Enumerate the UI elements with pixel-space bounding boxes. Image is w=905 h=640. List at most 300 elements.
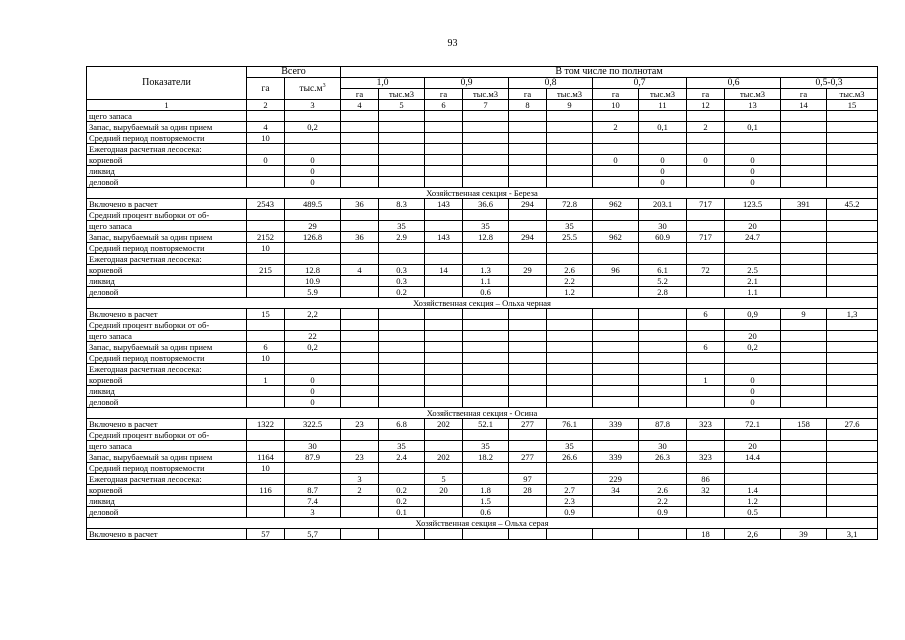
table-cell — [547, 210, 593, 221]
table-cell — [547, 331, 593, 342]
table-cell: 24.7 — [725, 232, 781, 243]
table-cell: 12.8 — [285, 265, 341, 276]
row-label: Средний период повторяемости — [87, 243, 247, 254]
table-cell — [509, 386, 547, 397]
table-cell: 22 — [285, 331, 341, 342]
table-cell — [247, 331, 285, 342]
table-cell — [341, 221, 379, 232]
table-cell — [341, 122, 379, 133]
table-cell: 52.1 — [463, 419, 509, 430]
table-cell — [725, 463, 781, 474]
table-cell — [341, 529, 379, 540]
table-cell — [687, 133, 725, 144]
table-cell — [341, 111, 379, 122]
table-cell — [547, 166, 593, 177]
table-cell — [593, 331, 639, 342]
table-row — [87, 133, 878, 144]
table-cell — [781, 397, 827, 408]
column-number: 4 — [341, 100, 379, 111]
table-cell — [827, 287, 878, 298]
table-cell: 27.6 — [827, 419, 878, 430]
table-cell — [341, 309, 379, 320]
table-cell — [341, 507, 379, 518]
table-cell — [639, 331, 687, 342]
table-cell — [285, 430, 341, 441]
table-cell — [593, 397, 639, 408]
table-cell: 1.4 — [725, 485, 781, 496]
table-cell: 45.2 — [827, 199, 878, 210]
table-cell: 2.2 — [639, 496, 687, 507]
table-cell — [827, 133, 878, 144]
table-cell — [509, 144, 547, 155]
row-label: Средний период повторяемости — [87, 133, 247, 144]
table-cell: 0.3 — [379, 276, 425, 287]
table-cell: 339 — [593, 452, 639, 463]
table-cell — [547, 474, 593, 485]
table-cell: 202 — [425, 452, 463, 463]
row-label: корневой — [87, 375, 247, 386]
table-cell — [639, 529, 687, 540]
table-cell — [463, 397, 509, 408]
table-cell — [639, 430, 687, 441]
table-cell: 2.6 — [547, 265, 593, 276]
table-cell — [827, 155, 878, 166]
table-cell: 1322 — [247, 419, 285, 430]
table-cell — [827, 122, 878, 133]
table-cell: 202 — [425, 419, 463, 430]
table-cell: 2 — [593, 122, 639, 133]
table-cell — [781, 441, 827, 452]
table-cell: 322.5 — [285, 419, 341, 430]
table-cell: 28 — [509, 485, 547, 496]
table-row — [87, 430, 878, 441]
table-cell: 0 — [725, 397, 781, 408]
table-cell: 5.2 — [639, 276, 687, 287]
table-cell — [425, 287, 463, 298]
table-cell — [687, 386, 725, 397]
table-cell — [341, 155, 379, 166]
table-cell — [827, 221, 878, 232]
table-cell: 2.2 — [547, 276, 593, 287]
table-cell — [463, 342, 509, 353]
table-cell — [781, 430, 827, 441]
table-cell: 30 — [639, 441, 687, 452]
column-number: 3 — [285, 100, 341, 111]
table-cell: 1.5 — [463, 496, 509, 507]
allowable-cut-table — [86, 66, 878, 540]
table-cell: 323 — [687, 452, 725, 463]
table-cell — [247, 111, 285, 122]
table-cell: 1.2 — [725, 496, 781, 507]
table-cell — [509, 111, 547, 122]
table-cell — [463, 364, 509, 375]
row-label: корневой — [87, 265, 247, 276]
section-title: Хозяйственная секция - Береза — [87, 188, 878, 199]
row-label: ликвид — [87, 276, 247, 287]
table-cell: 126.8 — [285, 232, 341, 243]
column-number: 13 — [725, 100, 781, 111]
table-cell — [509, 364, 547, 375]
table-cell — [593, 463, 639, 474]
table-cell: 277 — [509, 452, 547, 463]
table-cell — [547, 342, 593, 353]
table-cell — [687, 210, 725, 221]
table-cell — [639, 463, 687, 474]
table-cell — [781, 243, 827, 254]
table-cell — [425, 276, 463, 287]
table-cell: 35 — [463, 441, 509, 452]
table-cell — [379, 342, 425, 353]
table-cell — [379, 133, 425, 144]
table-cell — [593, 507, 639, 518]
row-label: Включено в расчет — [87, 199, 247, 210]
table-cell: 0.3 — [379, 265, 425, 276]
table-cell — [379, 474, 425, 485]
table-cell — [781, 452, 827, 463]
table-cell: 20 — [425, 485, 463, 496]
table-cell: 6.1 — [639, 265, 687, 276]
table-cell: 0,9 — [725, 309, 781, 320]
table-cell: 0.9 — [639, 507, 687, 518]
table-cell — [547, 529, 593, 540]
table-row — [87, 529, 878, 540]
table-cell — [247, 397, 285, 408]
table-cell — [725, 210, 781, 221]
table-cell — [509, 276, 547, 287]
table-cell — [639, 210, 687, 221]
table-cell — [425, 221, 463, 232]
table-cell: 2.7 — [547, 485, 593, 496]
table-row — [87, 155, 878, 166]
table-cell — [725, 430, 781, 441]
table-row — [87, 276, 878, 287]
row-label: щего запаса — [87, 331, 247, 342]
table-cell — [781, 133, 827, 144]
table-cell: 1,3 — [827, 309, 878, 320]
table-cell: 2 — [341, 485, 379, 496]
section-heading-row — [87, 408, 878, 419]
table-row — [87, 463, 878, 474]
table-cell — [593, 309, 639, 320]
table-cell — [827, 397, 878, 408]
table-cell: 12.8 — [463, 232, 509, 243]
table-cell — [639, 364, 687, 375]
row-label: Средний период повторяемости — [87, 463, 247, 474]
row-label: щего запаса — [87, 111, 247, 122]
table-cell: 143 — [425, 232, 463, 243]
header-including-density: В том числе по полнотам — [341, 67, 878, 78]
table-cell — [547, 144, 593, 155]
table-cell — [781, 265, 827, 276]
table-cell — [509, 353, 547, 364]
table-cell — [781, 122, 827, 133]
table-cell — [463, 243, 509, 254]
table-cell — [827, 254, 878, 265]
table-cell — [425, 364, 463, 375]
table-cell — [285, 364, 341, 375]
table-cell — [379, 529, 425, 540]
table-cell: 0 — [285, 386, 341, 397]
table-row — [87, 210, 878, 221]
table-row — [87, 386, 878, 397]
table-row — [87, 419, 878, 430]
table-cell — [725, 144, 781, 155]
table-cell — [463, 133, 509, 144]
table-cell — [725, 111, 781, 122]
column-number: 8 — [509, 100, 547, 111]
table-cell — [725, 320, 781, 331]
header-unit-ha: га — [341, 89, 379, 100]
table-cell — [593, 342, 639, 353]
table-cell — [639, 254, 687, 265]
table-cell — [379, 430, 425, 441]
table-cell: 277 — [509, 419, 547, 430]
table-cell: 34 — [593, 485, 639, 496]
table-cell: 2.3 — [547, 496, 593, 507]
table-cell — [725, 133, 781, 144]
column-number: 14 — [781, 100, 827, 111]
table-cell — [463, 529, 509, 540]
table-cell — [341, 397, 379, 408]
table-cell: 26.6 — [547, 452, 593, 463]
table-cell — [639, 397, 687, 408]
column-number: 5 — [379, 100, 425, 111]
table-cell — [425, 342, 463, 353]
table-cell: 57 — [247, 529, 285, 540]
table-cell: 14.4 — [725, 452, 781, 463]
header-density-6: 0,5-0,3 — [781, 78, 878, 89]
column-number: 9 — [547, 100, 593, 111]
table-cell — [247, 386, 285, 397]
table-cell — [547, 309, 593, 320]
table-cell — [547, 155, 593, 166]
table-cell: 10 — [247, 243, 285, 254]
table-cell — [425, 133, 463, 144]
table-cell: 0 — [725, 386, 781, 397]
row-label: деловой — [87, 287, 247, 298]
table-cell — [781, 276, 827, 287]
table-cell — [827, 276, 878, 287]
table-row — [87, 375, 878, 386]
table-cell — [781, 144, 827, 155]
table-cell: 25.5 — [547, 232, 593, 243]
table-cell — [509, 441, 547, 452]
table-cell — [509, 496, 547, 507]
table-cell — [425, 243, 463, 254]
table-cell: 8.7 — [285, 485, 341, 496]
table-cell: 1 — [687, 375, 725, 386]
table-cell — [379, 122, 425, 133]
table-cell — [827, 485, 878, 496]
table-cell — [827, 144, 878, 155]
table-cell — [639, 133, 687, 144]
table-row — [87, 265, 878, 276]
table-cell: 2.1 — [725, 276, 781, 287]
table-cell — [781, 342, 827, 353]
table-cell — [285, 133, 341, 144]
table-cell — [547, 111, 593, 122]
table-cell — [639, 144, 687, 155]
table-cell — [827, 441, 878, 452]
table-cell: 1.3 — [463, 265, 509, 276]
table-cell — [425, 529, 463, 540]
table-cell — [509, 133, 547, 144]
table-cell — [425, 507, 463, 518]
table-cell — [285, 320, 341, 331]
table-cell — [781, 320, 827, 331]
column-numbers-row — [87, 100, 878, 111]
table-cell: 0,2 — [285, 342, 341, 353]
table-cell: 2.8 — [639, 287, 687, 298]
table-cell: 20 — [725, 331, 781, 342]
table-cell — [593, 287, 639, 298]
row-label: корневой — [87, 485, 247, 496]
table-cell: 158 — [781, 419, 827, 430]
table-cell — [379, 386, 425, 397]
table-cell — [593, 364, 639, 375]
row-label: Включено в расчет — [87, 309, 247, 320]
table-cell: 76.1 — [547, 419, 593, 430]
column-number: 1 — [87, 100, 247, 111]
table-cell — [463, 309, 509, 320]
table-cell — [509, 397, 547, 408]
table-cell: 0 — [725, 166, 781, 177]
table-cell — [463, 166, 509, 177]
table-cell — [593, 221, 639, 232]
table-cell — [285, 111, 341, 122]
table-cell — [781, 496, 827, 507]
table-cell: 229 — [593, 474, 639, 485]
table-row — [87, 111, 878, 122]
table-cell — [463, 254, 509, 265]
table-row — [87, 353, 878, 364]
table-cell: 717 — [687, 199, 725, 210]
table-cell — [425, 375, 463, 386]
table-cell — [593, 111, 639, 122]
table-cell — [593, 210, 639, 221]
table-cell — [379, 331, 425, 342]
table-cell — [547, 386, 593, 397]
table-cell: 6 — [687, 342, 725, 353]
table-cell — [639, 342, 687, 353]
table-cell — [341, 166, 379, 177]
row-label: деловой — [87, 397, 247, 408]
table-cell — [247, 144, 285, 155]
section-title: Хозяйственная секция – Ольха черная — [87, 298, 878, 309]
table-cell: 2.4 — [379, 452, 425, 463]
table-cell — [463, 111, 509, 122]
table-cell — [341, 430, 379, 441]
table-cell — [463, 463, 509, 474]
table-cell — [593, 320, 639, 331]
table-cell — [341, 320, 379, 331]
table-cell — [639, 353, 687, 364]
row-label: Запас, вырубаемый за один прием — [87, 232, 247, 243]
table-cell — [509, 463, 547, 474]
header-unit-volume: тыс.м3 — [379, 89, 425, 100]
table-cell — [509, 342, 547, 353]
table-cell — [341, 254, 379, 265]
header-unit-ha: га — [425, 89, 463, 100]
table-cell: 0 — [285, 375, 341, 386]
table-cell — [509, 320, 547, 331]
table-cell — [827, 474, 878, 485]
table-cell — [379, 166, 425, 177]
table-cell: 18.2 — [463, 452, 509, 463]
table-cell — [247, 166, 285, 177]
table-row — [87, 452, 878, 463]
table-cell — [285, 243, 341, 254]
table-cell — [379, 177, 425, 188]
table-cell — [425, 353, 463, 364]
table-cell — [547, 430, 593, 441]
table-cell: 1.1 — [725, 287, 781, 298]
table-cell — [827, 320, 878, 331]
table-cell: 0,2 — [725, 342, 781, 353]
table-cell: 5 — [425, 474, 463, 485]
table-cell — [593, 375, 639, 386]
row-label: Ежегодная расчетная лесосека: — [87, 144, 247, 155]
row-label: Запас, вырубаемый за один прием — [87, 122, 247, 133]
header-unit-volume: тыс.м3 — [725, 89, 781, 100]
table-cell — [341, 276, 379, 287]
table-body — [87, 111, 878, 540]
table-cell: 0 — [725, 177, 781, 188]
table-row — [87, 177, 878, 188]
table-cell — [547, 122, 593, 133]
header-density-5: 0,6 — [687, 78, 781, 89]
table-cell — [463, 353, 509, 364]
table-cell — [593, 133, 639, 144]
table-cell: 0,1 — [725, 122, 781, 133]
table-cell — [379, 320, 425, 331]
table-cell — [379, 254, 425, 265]
table-cell — [425, 441, 463, 452]
table-cell — [425, 430, 463, 441]
table-cell — [379, 375, 425, 386]
header-density-3: 0,8 — [509, 78, 593, 89]
table-cell: 72.8 — [547, 199, 593, 210]
table-cell: 962 — [593, 232, 639, 243]
table-cell — [827, 331, 878, 342]
table-cell — [687, 331, 725, 342]
row-label: Средний процент выборки от об- — [87, 210, 247, 221]
table-cell — [593, 353, 639, 364]
table-cell: 35 — [463, 221, 509, 232]
table-cell — [687, 243, 725, 254]
row-label: щего запаса — [87, 221, 247, 232]
table-cell — [247, 254, 285, 265]
table-cell: 489.5 — [285, 199, 341, 210]
header-unit-ha: га — [781, 89, 827, 100]
table-cell — [341, 177, 379, 188]
table-cell — [547, 254, 593, 265]
table-cell — [725, 353, 781, 364]
table-cell — [425, 166, 463, 177]
table-cell — [781, 331, 827, 342]
table-cell — [687, 177, 725, 188]
table-row — [87, 309, 878, 320]
table-cell: 2543 — [247, 199, 285, 210]
table-cell: 10 — [247, 133, 285, 144]
table-cell: 0 — [247, 155, 285, 166]
table-row — [87, 243, 878, 254]
table-cell — [827, 166, 878, 177]
table-cell — [341, 287, 379, 298]
row-label: Ежегодная расчетная лесосека: — [87, 364, 247, 375]
table-cell — [463, 386, 509, 397]
table-cell: 6.8 — [379, 419, 425, 430]
